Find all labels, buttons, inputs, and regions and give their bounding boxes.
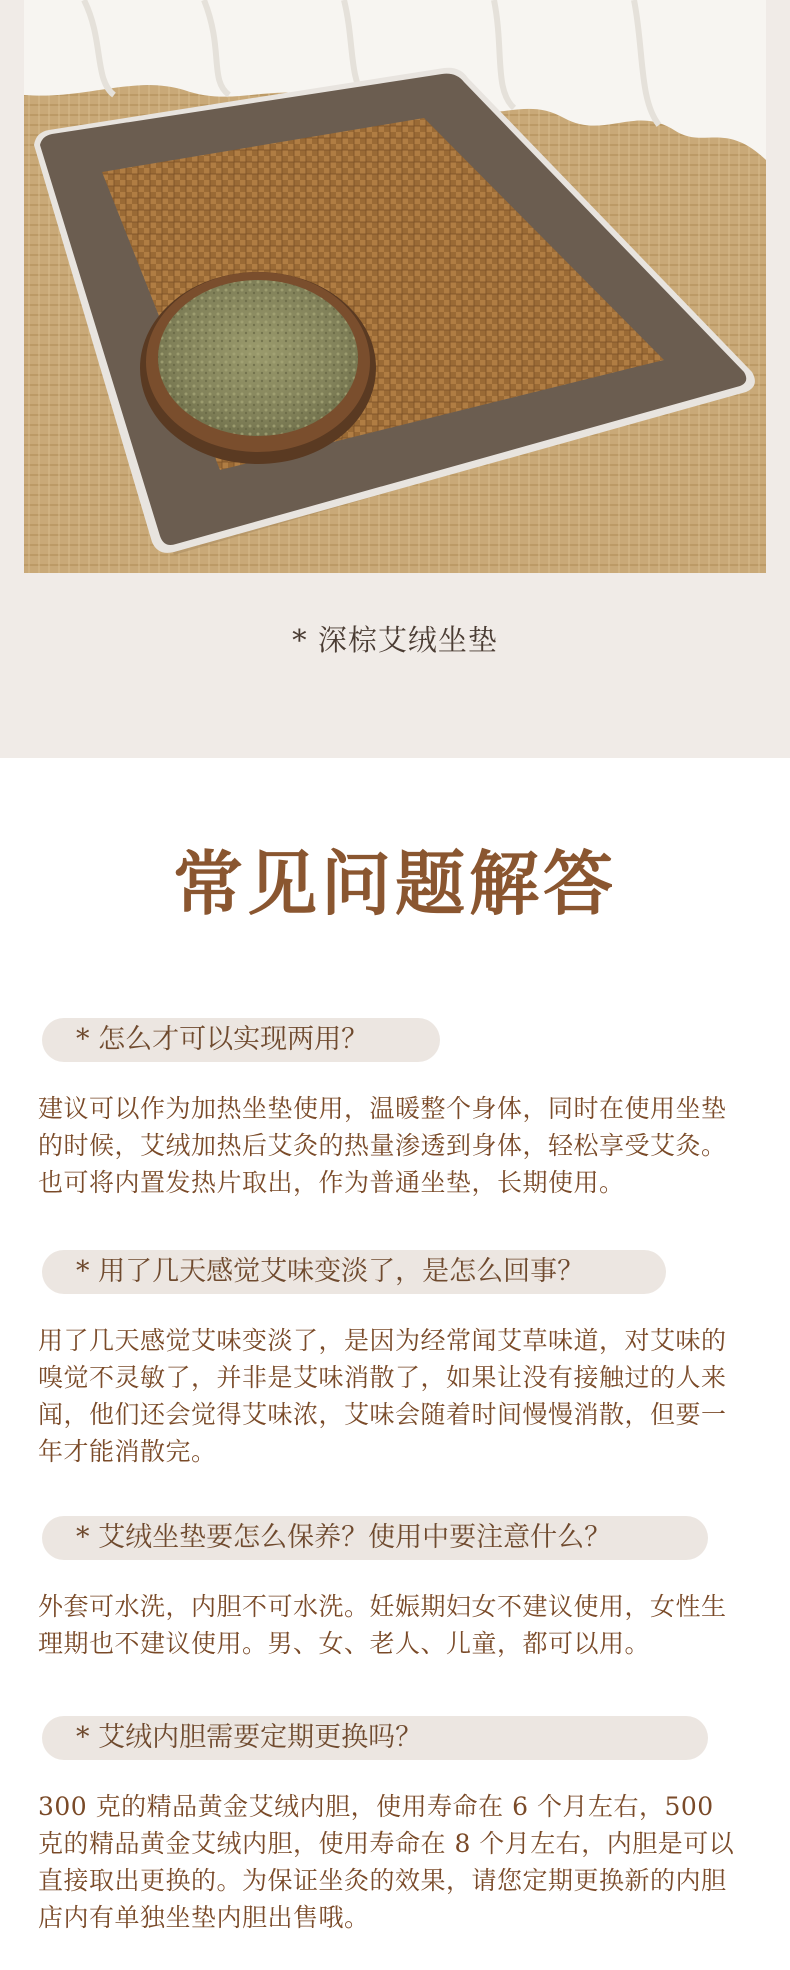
product-section [0, 0, 790, 758]
faq-answer: 300 克的精品黄金艾绒内胆，使用寿命在 6 个月左右，500 克的精品黄金艾绒内胆，使用寿命在 8 个月左右，内胆是可以直接取出更换的。为保证坐灸的效果，请您定期更换新的内胆店内有单独坐垫内胆出售哦。 [38, 1792, 735, 1932]
faq-answer: 建议可以作为加热坐垫使用，温暖整个身体，同时在使用坐垫的时候，艾绒加热后艾灸的热量渗透到身体，轻松享受艾灸。也可将内置发热片取出，作为普通坐垫，长期使用。 [38, 1094, 727, 1197]
faq-question: * 用了几天感觉艾味变淡了，是怎么回事？ [42, 1250, 666, 1294]
product-caption: * 深棕艾绒坐垫 [292, 623, 498, 657]
faq-answer: 外套可水洗，内胆不可水洗。妊娠期妇女不建议使用，女性生理期也不建议使用。男、女、老人、儿童，都可以用。 [38, 1592, 727, 1658]
faq-title: 常见问题解答 [173, 842, 617, 925]
faq-question: * 怎么才可以实现两用？ [42, 1018, 440, 1062]
faq-question: * 艾绒坐垫要怎么保养？使用中要注意什么？ [42, 1516, 708, 1560]
product-photo [24, 0, 766, 573]
faq-question: * 艾绒内胆需要定期更换吗？ [42, 1716, 708, 1760]
faq-answer: 用了几天感觉艾味变淡了，是因为经常闻艾草味道，对艾味的嗅觉不灵敏了，并非是艾味消散了，如果让没有接触过的人来闻，他们还会觉得艾味浓，艾味会随着时间慢慢消散，但要一年才能消散完。 [38, 1326, 727, 1466]
